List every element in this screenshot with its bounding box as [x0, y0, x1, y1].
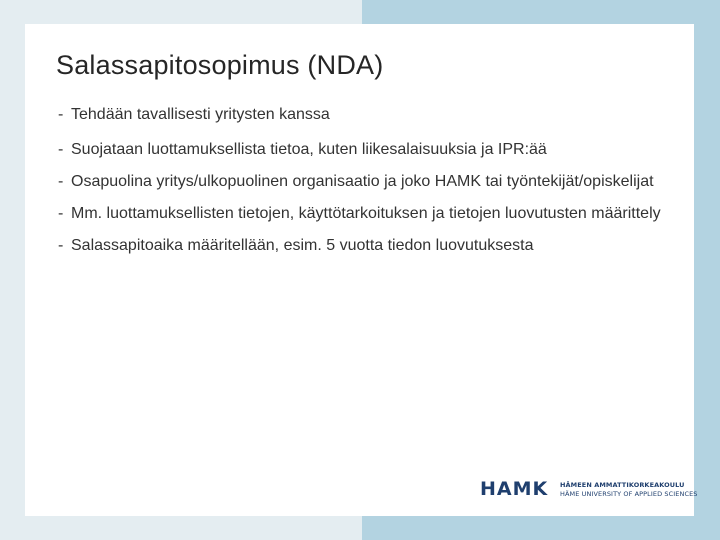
bullet-marker: - — [58, 237, 64, 254]
bullet-marker: - — [58, 106, 64, 123]
bullet-item — [58, 203, 678, 224]
bullet-marker: - — [58, 141, 64, 158]
bullet-marker: - — [58, 205, 64, 222]
hamk-logo — [480, 476, 698, 502]
bullet-text: Suojataan luottamuksellista tietoa, kuten liikesalaisuuksia ja IPR:ää — [71, 141, 547, 158]
slide-card — [25, 24, 698, 516]
bullet-marker: - — [58, 173, 64, 190]
bullet-text: Osapuolina yritys/ulkopuolinen organisaatio ja joko HAMK tai työntekijät/opiskelijat — [71, 173, 654, 190]
bullet-text: Mm. luottamuksellisten tietojen, käyttötarkoituksen ja tietojen luovutusten määrittely — [71, 205, 661, 222]
bullet-text: Salassapitoaika määritellään, esim. 5 vuotta tiedon luovutuksesta — [71, 237, 534, 254]
bullet-item — [58, 171, 678, 192]
logo-line-english: HÄME UNIVERSITY OF APPLIED SCIENCES — [560, 490, 698, 498]
logo-line-finnish: HÄMEEN AMMATTIKORKEAKOULU — [560, 481, 685, 489]
bullet-item — [58, 104, 678, 125]
bullet-list — [58, 104, 678, 256]
slide-title: Salassapitosopimus (NDA) — [56, 50, 384, 80]
bullet-item — [58, 139, 678, 160]
bullet-item — [58, 235, 678, 256]
bullet-text: Tehdään tavallisesti yritysten kanssa — [71, 106, 330, 123]
logo-wordmark: HAMK — [480, 478, 549, 500]
